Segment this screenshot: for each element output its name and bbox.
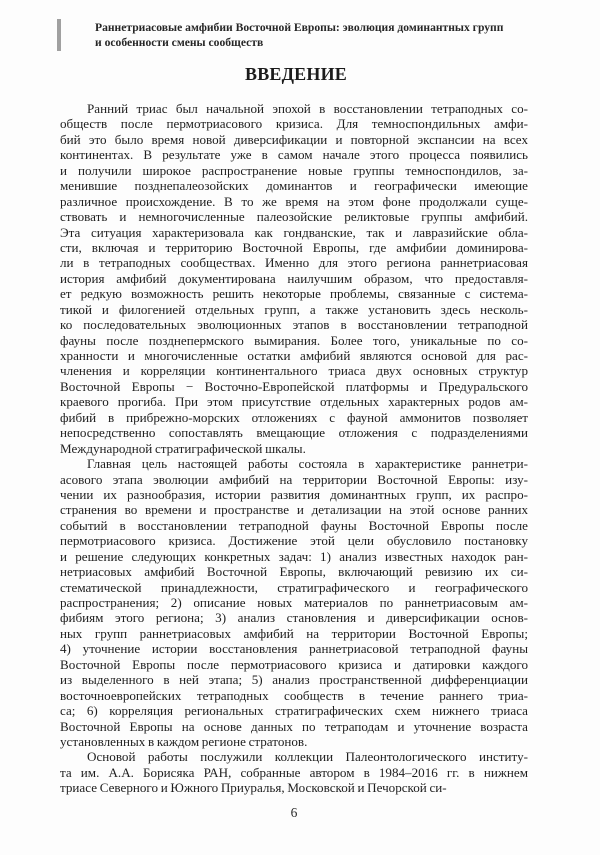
- text-line: непосредственно сопоставлять вмещающие отложения с подразделениями: [60, 425, 528, 441]
- text-line: ствовать и немногочисленные палеозойские реликтовые группы амфибий.: [60, 209, 528, 225]
- body-text: [60, 101, 528, 796]
- text-line: 4) уточнение истории восстановления раннетриасовой тетраподной фауны: [60, 641, 528, 657]
- running-header-line-2: и особенности смены сообществ: [95, 36, 264, 49]
- text-line: Восточной Европы − Восточно-Европейской платформы и Предуральского: [60, 378, 528, 394]
- text-line: пермотриасового кризиса. Достижение этой цели обусловило постановку: [60, 533, 528, 549]
- text-line: и решение следующих конкретных задач: 1) анализ известных находок ран-: [60, 548, 528, 564]
- text-line: бий это было время новой диверсификации и повторной экспансии на всех: [60, 131, 528, 147]
- text-line: установленных в каждом регионе стратонов.: [60, 733, 308, 749]
- text-line: обществ после пермотриасового кризиса. Для темноспондильных амфи-: [60, 116, 528, 132]
- text-line: ко последовательных эволюционных этапов в восстановлении тетраподной: [60, 317, 528, 333]
- header-rule: [57, 19, 61, 51]
- text-line: ных групп раннетриасовых амфибий на территории Восточной Европы;: [60, 625, 528, 641]
- text-line: восточноевропейских тетраподных сообществ в течение раннего триа-: [60, 687, 528, 703]
- text-line: распространения; 2) описание новых материалов по раннетриасовым ам-: [60, 595, 528, 610]
- text-line: ет редкую возможность решить некоторые проблемы, связанные с система-: [60, 286, 528, 302]
- running-header: [57, 19, 503, 51]
- text-line: Международной стратиграфической шкалы.: [60, 440, 306, 456]
- text-line: различное происхождение. В то же время на этом фоне продолжали суще-: [60, 193, 528, 209]
- section-title: ВВЕДЕНИЕ: [244, 64, 347, 84]
- text-line: история амфибий документирована наилучшим образом, что предоставля-: [60, 270, 528, 286]
- text-line: фибий в прибрежно-морских отложениях с фауной аммонитов позволяет: [60, 409, 528, 425]
- text-line: ли в тетраподных сообществах. Именно для этого региона раннетриасовая: [60, 255, 528, 271]
- text-line: стематической принадлежности, стратиграфического и географического: [60, 579, 528, 595]
- text-line: менившие позднепалеозойских доминантов и географически имеющие: [60, 178, 528, 194]
- text-line: та им. А.А. Борисяка РАН, собранные автором в 1984–2016 гг. в нижнем: [60, 764, 528, 780]
- text-line: са; 6) корреляция региональных стратиграфических схем нижнего триаса: [60, 703, 528, 719]
- text-line: странения во времени и пространстве и детализации на этой основе ранних: [60, 502, 528, 518]
- text-line: хранности и многочисленные остатки амфибий являются основой для рас-: [60, 348, 528, 363]
- text-line: и получили широкое распространение новые группы темноспондилов, за-: [60, 162, 528, 178]
- text-line: краевого прогиба. При этом присутствие отдельных характерных родов ам-: [60, 394, 528, 410]
- text-line: тикой и филогенией отдельных групп, а также установить здесь несколь-: [60, 301, 528, 317]
- text-line: сти, включая и территорию Восточной Европы, где амфибии доминирова-: [60, 239, 528, 255]
- page-number: 6: [290, 805, 298, 820]
- text-line: из выделенного в ней этапа; 5) анализ пространственной дифференциации: [60, 672, 528, 688]
- text-line: континентах. В результате уже в самом начале этого процесса появились: [60, 147, 528, 163]
- text-line: асового этапа эволюции амфибий на территории Восточной Европы: изу-: [60, 471, 528, 487]
- text-line: Главная цель настоящей работы состояла в характеристике раннетри-: [87, 456, 528, 472]
- text-line: чении их разнообразия, истории развития доминантных групп, их распро-: [60, 486, 528, 502]
- text-line: Восточной Европы после пермотриасового кризиса и датировки каждого: [60, 656, 528, 672]
- text-line: фауны после позднепермского вымирания. Более того, уникальные по со-: [60, 332, 528, 348]
- running-header-text: [95, 19, 503, 51]
- running-header-line-1: Раннетриасовые амфибии Восточной Европы: эволюция доминантных групп: [95, 20, 504, 34]
- text-line: Основой работы послужили коллекции Палеонтологического институ-: [87, 749, 528, 765]
- text-line: нетриасовых амфибий Восточной Европы, включающий ревизию их си-: [60, 564, 528, 580]
- text-line: Эта ситуация характеризовала как гондванские, так и лавразийские обла-: [60, 224, 528, 240]
- text-line: триасе Северного и Южного Приуралья, Московской и Печорской си-: [60, 780, 447, 796]
- text-line: фибиям этого региона; 3) анализ становления и диверсификации основ-: [60, 610, 528, 626]
- text-line: членения и корреляции континентального триаса двух основных структур: [60, 363, 528, 379]
- text-line: Восточной Европы на основе данных по тетраподам и уточнение возраста: [60, 718, 528, 734]
- text-line: событий в восстановлении тетраподной фауны Восточной Европы после: [60, 517, 528, 533]
- text-line: Ранний триас был начальной эпохой в восстановлении тетраподных со-: [87, 101, 528, 116]
